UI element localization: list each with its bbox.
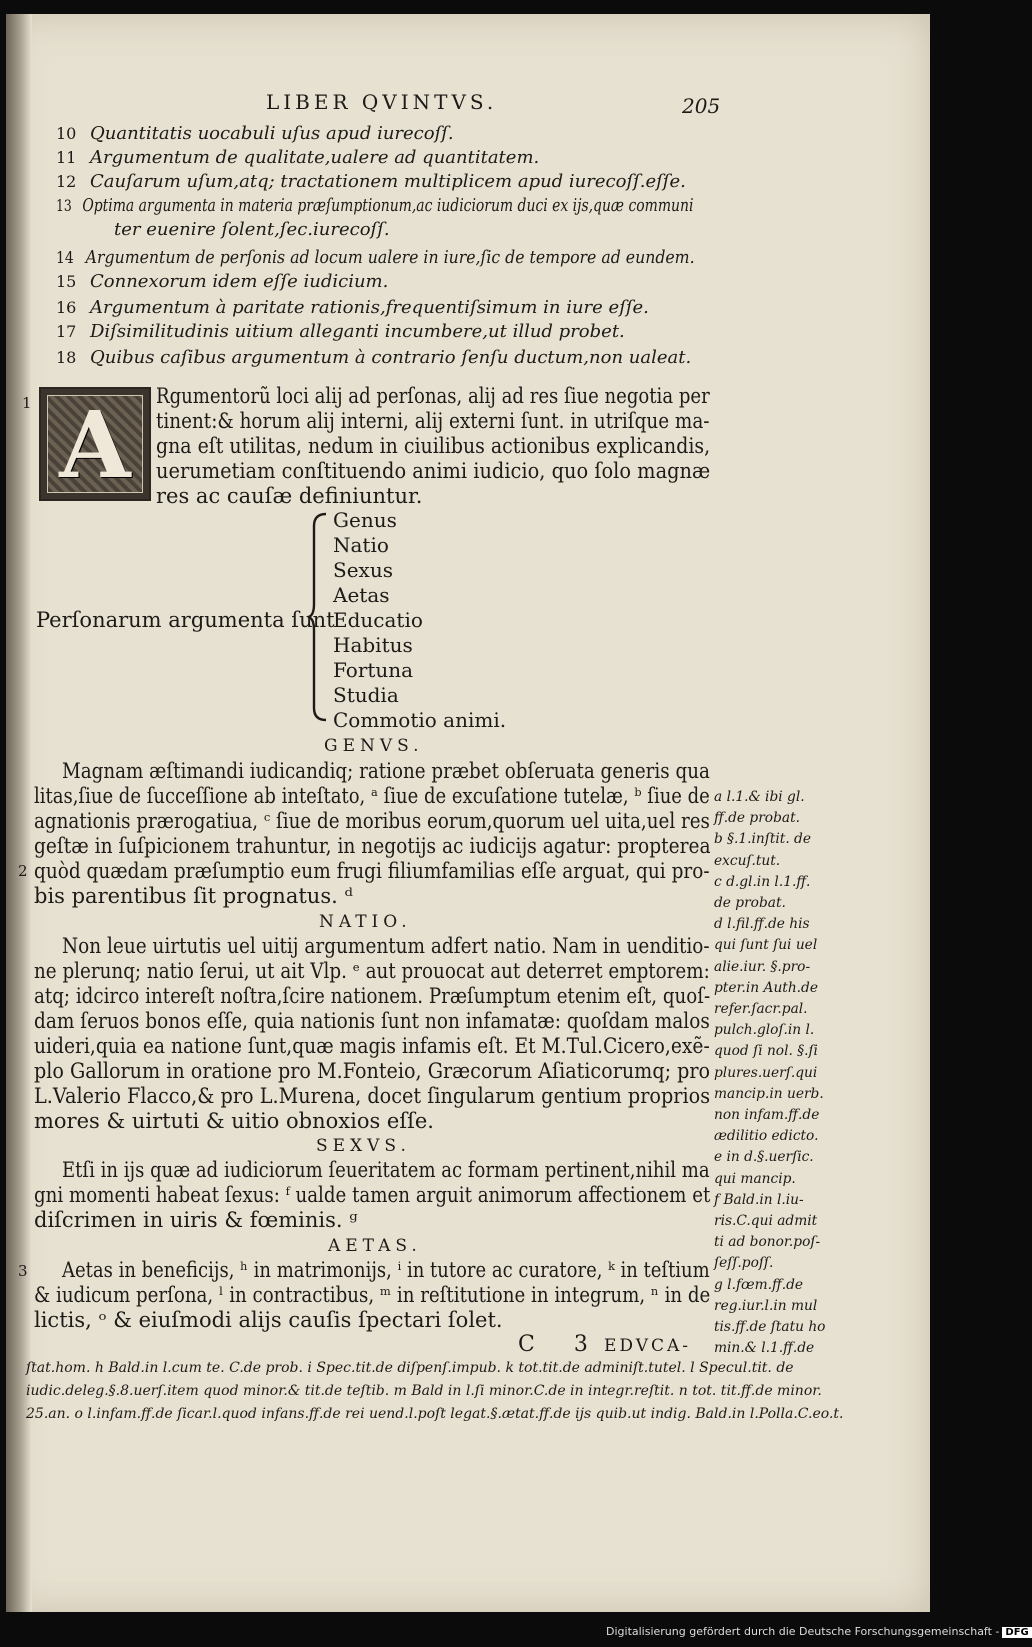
margin-note: plures.uerſ.qui [714, 1064, 818, 1081]
footnote-line: ſtat.hom. h Bald.in l.cum te. C.de prob. i Spec.tit.de diſpenſ.impub. k tot.tit.de adminiſt.tutel. l Specul.tit. de [26, 1360, 794, 1376]
margin-note: c d.gl.in l.1.ff. [714, 873, 811, 890]
toc-item: 11 Argumentum de qualitate,ualere ad quantitatem. [56, 147, 540, 168]
margin-note: g l.fœm.ff.de [714, 1276, 804, 1293]
personarum-label: Perſonarum argumenta ſunt [36, 608, 335, 632]
text-line: dam ſeruos bonos eſſe, quia nationis ſunt non infamatæ: quoſdam malos [34, 1009, 710, 1033]
section-heading-genus: GENVS. [324, 736, 424, 756]
list-item: Educatio [333, 608, 423, 632]
toc-item: 18 Quibus caſibus argumentum à contrario ſenſu ductum,non ualeat. [56, 347, 692, 368]
list-item: Commotio animi. [333, 708, 507, 732]
toc-item: 10 Quantitatis uocabuli uſus apud iurecoſſ. [56, 123, 454, 144]
list-item: Studia [333, 683, 399, 707]
toc-item: ter euenire ſolent,ſec.iurecoſſ. [114, 219, 390, 240]
intro-line: res ac cauſæ definiuntur. [156, 484, 423, 508]
margin-note: tis.ff.de ſtatu ho [714, 1319, 826, 1336]
text-line: plo Gallorum in oratione pro M.Fonteio, Græcorum Aſiaticorumq; pro [34, 1059, 711, 1083]
margin-note: f Bald.in l.iu- [714, 1191, 804, 1208]
toc-item: 14 Argumentum de perſonis ad locum ualere in iure,ſic de tempore ad eundem. [56, 247, 695, 268]
digitization-credit: Digitalisierung gefördert durch die Deutsche Forschungsgemeinschaft - DFG [606, 1625, 1032, 1638]
list-item: Genus [333, 508, 397, 532]
section-marker: 1 [22, 394, 32, 412]
book-page [6, 14, 930, 1612]
text-line: Etſi in ijs quæ ad iudiciorum ſeueritatem ac formam pertinent,nihil ma [62, 1158, 710, 1182]
margin-note: qui mancip. [714, 1170, 796, 1187]
text-line: Non leue uirtutis uel uitij argumentum adfert natio. Nam in uenditio- [62, 934, 710, 958]
list-item: Habitus [333, 633, 413, 657]
ornamental-initial: A [39, 387, 151, 501]
text-line: mores & uirtuti & uitio obnoxios eſſe. [34, 1109, 434, 1133]
list-item: Natio [333, 533, 389, 557]
signature-mark: C 3 [518, 1332, 604, 1357]
margin-note: ris.C.qui admit [714, 1213, 818, 1230]
list-item: Fortuna [333, 658, 414, 682]
margin-note: pter.in Auth.de [714, 979, 818, 996]
margin-note: ff.de probat. [714, 810, 800, 827]
margin-note: e in d.§.uerſic. [714, 1149, 814, 1166]
text-line: diſcrimen in uiris & fœminis. ᵍ [34, 1208, 358, 1232]
text-line: geſtæ in ſuſpicionem trahuntur, in negotijs ac iudicijs agatur: propterea [34, 834, 711, 858]
section-marker: 2 [18, 862, 28, 880]
text-line: gni momenti habeat ſexus: ᶠ ualde tamen arguit animorum affectionem et [34, 1183, 711, 1207]
margin-note: ti ad bonor.poſ- [714, 1234, 821, 1251]
text-line: quòd quædam præſumptio eum frugi filiumfamilias eſſe arguat, qui pro- [34, 859, 710, 883]
margin-note: reg.iur.l.in mul [714, 1297, 818, 1314]
margin-note: b §.1.inſtit. de [714, 831, 812, 848]
margin-note: refer.ſacr.pal. [714, 1001, 808, 1018]
text-line: Aetas in beneficijs, ʰ in matrimonijs, ⁱ in tutore ac curatore, ᵏ in teſtium [62, 1258, 710, 1282]
curly-brace-icon [306, 512, 330, 722]
text-line: agnationis prærogatiua, ᶜ ſiue de moribus eorum,quorum uel uita,uel res [34, 809, 710, 833]
section-marker: 3 [18, 1262, 28, 1280]
text-line: L.Valerio Flacco,& pro L.Murena, docet ſingularum gentium proprios [34, 1084, 711, 1108]
toc-item: 12 Cauſarum uſum,atq; tractationem multiplicem apud iurecoſſ.eſſe. [56, 171, 686, 192]
text-line: bis parentibus ſit prognatus. ᵈ [34, 884, 353, 908]
text-line: ne plerunq; natio ſerui, ut ait Vlp. ᵉ aut prouocat aut deterret emptorem: [34, 959, 710, 983]
intro-line: gna eſt utilitas, nedum in ciuilibus actionibus explicandis, [156, 434, 711, 458]
toc-item: 15 Connexorum idem eſſe iudicium. [56, 271, 389, 292]
margin-note: excuſ.tut. [714, 852, 781, 869]
list-item: Aetas [333, 583, 390, 607]
personarum-items [333, 508, 506, 733]
margin-note: non infam.ff.de [714, 1107, 820, 1124]
margin-note: de probat. [714, 895, 786, 912]
section-heading-natio: NATIO. [319, 912, 412, 932]
margin-note: min.& l.1.ff.de [714, 1340, 815, 1357]
margin-note: ædilitio edicto. [714, 1128, 819, 1145]
list-item: Sexus [333, 558, 393, 582]
margin-note: qui ſunt ſui uel [714, 937, 818, 954]
page-number: 205 [682, 94, 721, 118]
text-line: Magnam æſtimandi iudicandiq; ratione præbet obſeruata generis qua [62, 759, 710, 783]
running-head: LIBER QVINTVS. [266, 90, 498, 114]
text-line: uideri,quia ea natione ſunt,quæ magis infamis eſt. Et M.Tul.Cicero,exẽ- [34, 1034, 710, 1058]
footnote-line: iudic.deleg.§.8.uerſ.item quod minor.& tit.de teſtib. m Bald in l.ſi minor.C.de in integr.reſtit. n tot. tit.ff.de minor. [26, 1383, 822, 1399]
intro-line: tinent:& horum alij interni, alij externi ſunt. in utriſque ma- [156, 409, 710, 433]
margin-note: ſeſſ.poſſ. [714, 1255, 774, 1272]
text-line: & iudicum perſona, ˡ in contractibus, ᵐ in reſtitutione in integrum, ⁿ in de [34, 1283, 711, 1307]
margin-note: a l.1.& ibi gl. [714, 789, 805, 805]
intro-line: uerumetiam conſtituendo animi iudicio, quo ſolo magnæ [156, 459, 711, 483]
margin-notes [714, 787, 828, 1359]
margin-note: alie.iur. §.pro- [714, 958, 811, 975]
footnote-line: 25.an. o l.infam.ff.de ſicar.l.quod infans.ff.de rei uend.l.poſt legat.§.ætat.ff.de ijs quib.ut indig. Bald.in l.Polla.C.eo.t. [26, 1406, 844, 1422]
text-line: lictis, ᵒ & eiuſmodi alijs cauſis ſpectari ſolet. [34, 1308, 503, 1332]
section-heading-sexus: SEXVS. [316, 1136, 411, 1156]
intro-line: Rgumentorũ loci alij ad perſonas, alij ad res ſiue negotia per [156, 384, 710, 408]
margin-note: pulch.gloſ.in l. [714, 1022, 815, 1039]
dfg-logo: DFG [1002, 1627, 1031, 1638]
toc-item: 17 Diſsimilitudinis uitium alleganti incumbere,ut illud probet. [56, 321, 625, 342]
catchword: EDVCA- [604, 1336, 692, 1356]
toc-item: 13 Optima argumenta in materia præſumptionum,ac iudiciorum duci ex ijs,quæ communi [56, 195, 694, 216]
toc-item: 16 Argumentum à paritate rationis,frequentiſsimum in iure eſſe. [56, 297, 649, 318]
margin-note: mancip.in uerb. [714, 1085, 824, 1102]
text-line: litas,ſiue de ſucceſſione ab inteſtato, ᵃ ſiue de excuſatione tutelæ, ᵇ ſiue de [34, 784, 710, 808]
text-line: atq; idcirco intereſt noſtra,ſcire nationem. Præſumptum etenim eſt, quoſ- [34, 984, 711, 1008]
margin-note: quod ſi nol. §.ſi [714, 1043, 818, 1060]
margin-note: d l.fil.ff.de his [714, 916, 810, 933]
section-heading-aetas: AETAS. [328, 1236, 422, 1256]
